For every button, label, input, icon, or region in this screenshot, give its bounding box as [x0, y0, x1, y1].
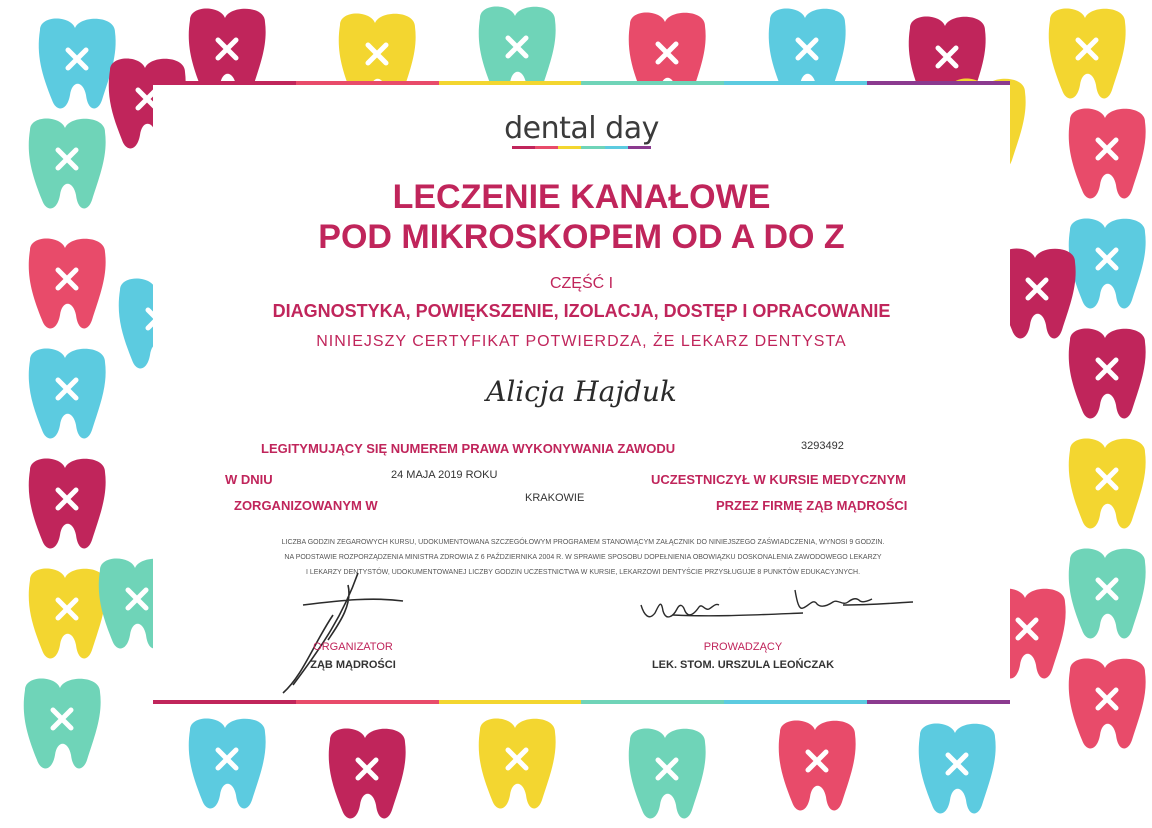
tooth-icon	[1069, 218, 1146, 308]
tooth-icon	[1069, 548, 1146, 638]
company-label: PRZEZ FIRMĘ ZĄB MĄDROŚCI	[716, 498, 908, 513]
lecturer-signature	[641, 590, 913, 617]
rainbow-bar-bottom	[153, 700, 1010, 704]
tooth-icon	[329, 728, 406, 818]
license-label: LEGITYMUJĄCY SIĘ NUMEREM PRAWA WYKONYWANIA ZAWODU	[261, 441, 676, 456]
tooth-icon	[1069, 658, 1146, 748]
organizer-name: ZĄB MĄDROŚCI	[310, 659, 396, 671]
fine-print-line-3: I LEKARZY DENTYSTÓW, UDOKUMENTOWANEJ LICZBY GODZIN UCZESTNICTWA W KURSIE, LEKARZOWI DENTYŚCIE PRZYSŁUGUJE 8 PUNKTÓW EDUKACYJNYCH.	[305, 569, 861, 576]
tooth-icon	[629, 728, 706, 818]
fine-print-line-1: LICZBA GODZIN ZEGAROWYCH KURSU, UDOKUMENTOWANA SZCZEGÓŁOWYM PROGRAMEM STANOWIĄCYM ZAŁĄCZNIK DO NINIEJSZEGO ZAŚWIADCZENIA, WYNOSI 9 GODZIN.	[281, 539, 885, 546]
date-label: W DNIU	[225, 472, 273, 487]
brand-logo	[153, 111, 1010, 149]
tooth-icon	[29, 458, 106, 548]
tooth-icon	[999, 248, 1076, 338]
organizer-signature	[283, 573, 403, 693]
title-line-1: LECZENIE KANAŁOWE	[392, 178, 771, 216]
part-label: CZĘŚĆ I	[549, 275, 614, 292]
confirm-statement: NINIEJSZY CERTYFIKAT POTWIERDZA, ŻE LEKARZ DENTYSTA	[316, 333, 847, 350]
rainbow-bar-top	[153, 81, 1010, 85]
course-label: UCZESTNICZYŁ W KURSIE MEDYCZNYM	[651, 472, 906, 487]
lecturer-label: PROWADZĄCY	[703, 641, 783, 653]
date-value: 24 MAJA 2019 ROKU	[391, 469, 498, 481]
tooth-icon	[1069, 438, 1146, 528]
tooth-icon	[189, 718, 266, 808]
tooth-icon	[24, 678, 101, 768]
tooth-icon	[1069, 108, 1146, 198]
organizer-label: ORGANIZATOR	[313, 641, 393, 653]
brand-underline	[512, 146, 652, 149]
tooth-icon	[1069, 328, 1146, 418]
fine-print-line-2: NA PODSTAWIE ROZPORZĄDZENIA MINISTRA ZDROWIA Z 6 PAŹDZIERNIKA 2004 R. W SPRAWIE SPOSOBU DOPEŁNIENIA OBOWIĄZKU DOSKONALENIA ZAWODOWEGO LEKARZY	[284, 554, 882, 561]
title-line-2: POD MIKROSKOPEM OD A DO Z	[318, 218, 845, 256]
tooth-icon	[29, 348, 106, 438]
brand-name: dental day	[504, 111, 659, 146]
tooth-icon	[779, 720, 856, 810]
organized-label: ZORGANIZOWANYM W	[234, 498, 378, 513]
certificate-card	[153, 85, 1010, 700]
license-number: 3293492	[801, 440, 844, 452]
tooth-icon	[919, 723, 996, 813]
certificate-title	[153, 177, 1010, 257]
tooth-icon	[39, 18, 116, 108]
tooth-icon	[479, 718, 556, 808]
tooth-icon	[29, 568, 106, 658]
lecturer-name: LEK. STOM. URSZULA LEOŃCZAK	[651, 659, 835, 671]
recipient-name: Alicja Hajduk	[486, 375, 677, 408]
tooth-icon	[1049, 8, 1126, 98]
fine-print	[213, 535, 953, 580]
course-subtitle: DIAGNOSTYKA, POWIĘKSZENIE, IZOLACJA, DOSTĘP I OPRACOWANIE	[272, 301, 891, 321]
tooth-icon	[29, 118, 106, 208]
city-value: KRAKOWIE	[525, 492, 585, 504]
tooth-icon	[29, 238, 106, 328]
